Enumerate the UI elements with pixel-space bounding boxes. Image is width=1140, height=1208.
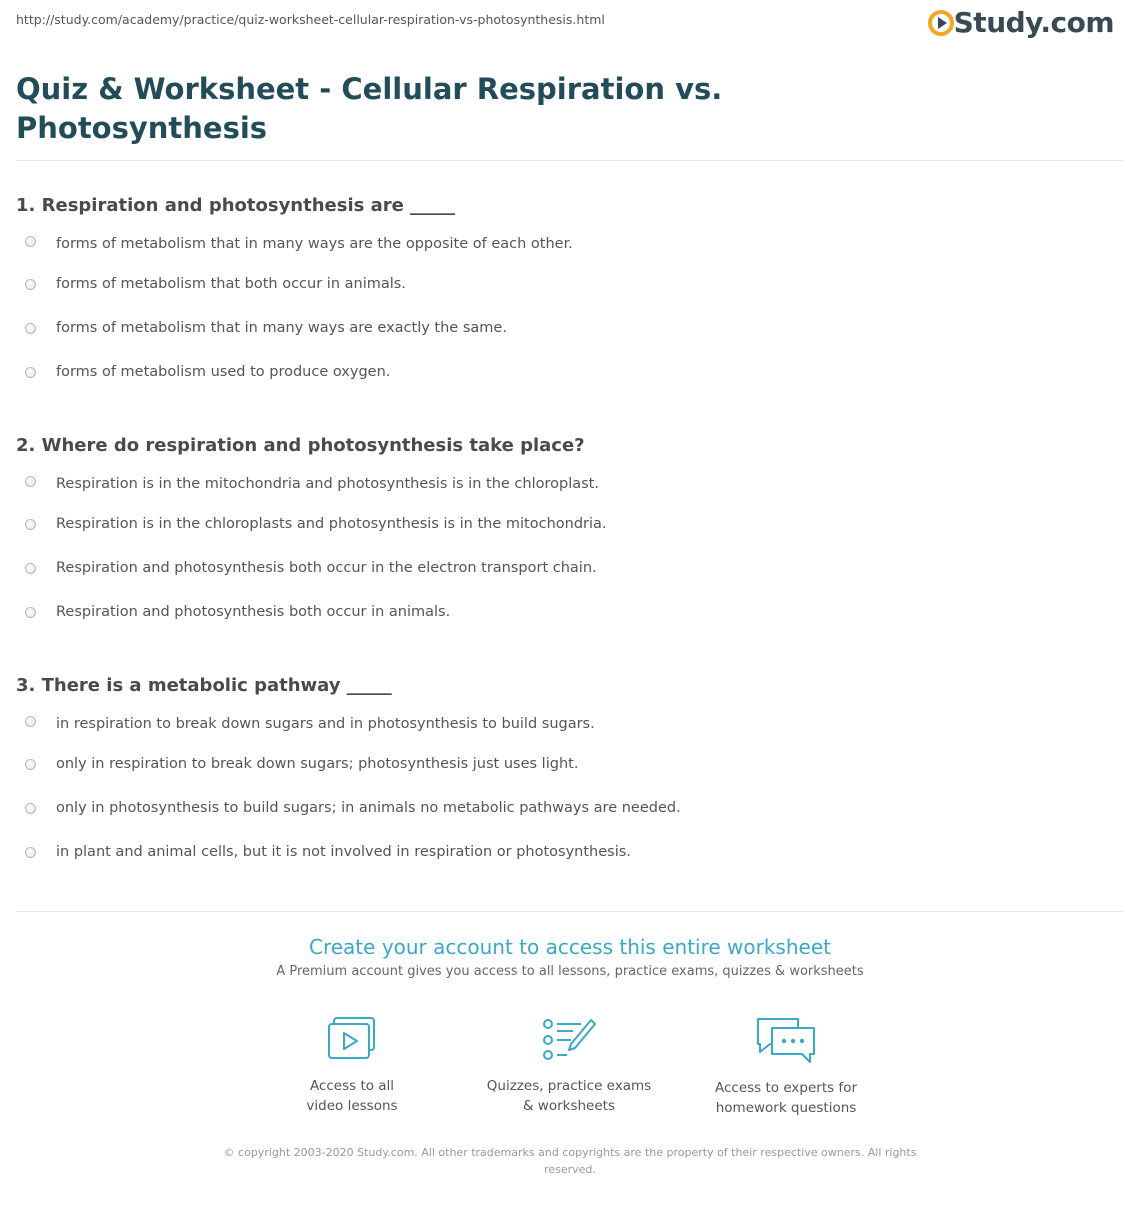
feature-label-line: Quizzes, practice exams	[486, 1078, 652, 1094]
radio-button[interactable]	[25, 803, 36, 814]
feature-label	[686, 1078, 886, 1118]
answer-options	[16, 716, 1124, 874]
radio-button[interactable]	[25, 607, 36, 618]
answer-text: Respiration and photosynthesis both occur in animals.	[56, 604, 451, 620]
chat-bubbles-icon	[754, 1016, 818, 1064]
feature-label-line: Access to experts for	[714, 1080, 857, 1096]
answer-option[interactable]	[16, 236, 1124, 262]
answer-text: forms of metabolism that both occur in animals.	[56, 276, 406, 292]
radio-button[interactable]	[25, 279, 36, 290]
answer-text: Respiration and photosynthesis both occur in the electron transport chain.	[56, 560, 597, 576]
feature-label-line: homework questions	[715, 1100, 857, 1116]
play-logo-icon	[928, 10, 954, 36]
feature-experts	[686, 1016, 886, 1118]
radio-button[interactable]	[25, 476, 36, 487]
feature-label-line: & worksheets	[522, 1098, 615, 1114]
worksheet-page	[16, 0, 1124, 1176]
question-2	[16, 434, 1124, 634]
premium-promo	[16, 934, 1124, 979]
answer-option[interactable]	[16, 786, 1124, 830]
answer-option[interactable]	[16, 546, 1124, 590]
answer-text: forms of metabolism that in many ways are exactly the same.	[56, 320, 507, 336]
radio-button[interactable]	[25, 716, 36, 727]
answer-text: in plant and animal cells, but it is not involved in respiration or photosynthesis.	[56, 844, 631, 860]
quiz-checklist-icon	[541, 1016, 597, 1062]
question-title: 2. Where do respiration and photosynthesis take place?	[16, 435, 585, 456]
feature-label-line: video lessons	[306, 1098, 398, 1114]
question-3	[16, 674, 1124, 874]
question-title: 1. Respiration and photosynthesis are _____	[16, 195, 456, 216]
radio-button[interactable]	[25, 323, 36, 334]
answer-options	[16, 236, 1124, 394]
answer-text: only in respiration to break down sugars; photosynthesis just uses light.	[56, 756, 579, 772]
question-1	[16, 194, 1124, 394]
answer-text: Respiration is in the chloroplasts and photosynthesis is in the mitochondria.	[56, 516, 607, 532]
copyright-line: © copyright 2003-2020 Study.com. All other trademarks and copyrights are the property of their respective owners. All rights	[223, 1146, 917, 1159]
page-title: Quiz & Worksheet - Cellular Respiration vs. Photosynthesis	[16, 72, 723, 145]
radio-button[interactable]	[25, 519, 36, 530]
video-lesson-icon	[326, 1016, 378, 1062]
question-title: 3. There is a metabolic pathway _____	[16, 675, 392, 696]
radio-button[interactable]	[25, 236, 36, 247]
answer-options	[16, 476, 1124, 634]
answer-option[interactable]	[16, 742, 1124, 786]
answer-option[interactable]	[16, 716, 1124, 742]
promo-divider	[16, 911, 1124, 912]
radio-button[interactable]	[25, 847, 36, 858]
feature-label-line: Access to all	[309, 1078, 395, 1094]
feature-label	[469, 1076, 669, 1116]
copyright-line: reserved.	[544, 1163, 596, 1176]
radio-button[interactable]	[25, 367, 36, 378]
page-url: http://study.com/academy/practice/quiz-worksheet-cellular-respiration-vs-photosynthesis.html	[16, 12, 605, 27]
answer-option[interactable]	[16, 502, 1124, 546]
answer-text: only in photosynthesis to build sugars; in animals no metabolic pathways are needed.	[56, 800, 681, 816]
answer-option[interactable]	[16, 476, 1124, 502]
answer-option[interactable]	[16, 306, 1124, 350]
answer-text: forms of metabolism used to produce oxygen.	[56, 364, 391, 380]
feature-quizzes	[469, 1016, 669, 1116]
radio-button[interactable]	[25, 759, 36, 770]
promo-subtitle: A Premium account gives you access to all lessons, practice exams, quizzes & worksheets	[276, 964, 864, 979]
feature-video-lessons	[252, 1016, 452, 1116]
answer-option[interactable]	[16, 262, 1124, 306]
create-account-link[interactable]: Create your account to access this entire worksheet	[309, 935, 831, 959]
radio-button[interactable]	[25, 563, 36, 574]
title-divider	[16, 160, 1124, 161]
answer-text: Respiration is in the mitochondria and photosynthesis is in the chloroplast.	[56, 476, 599, 492]
answer-text: in respiration to break down sugars and in photosynthesis to build sugars.	[56, 716, 595, 732]
study-logo[interactable]	[928, 6, 1114, 39]
answer-option[interactable]	[16, 590, 1124, 634]
answer-option[interactable]	[16, 350, 1124, 394]
copyright-notice	[216, 1144, 924, 1178]
logo-text: Study.com	[953, 6, 1114, 39]
answer-text: forms of metabolism that in many ways are the opposite of each other.	[56, 236, 573, 252]
top-bar	[16, 0, 1124, 60]
feature-label	[252, 1076, 452, 1116]
answer-option[interactable]	[16, 830, 1124, 874]
